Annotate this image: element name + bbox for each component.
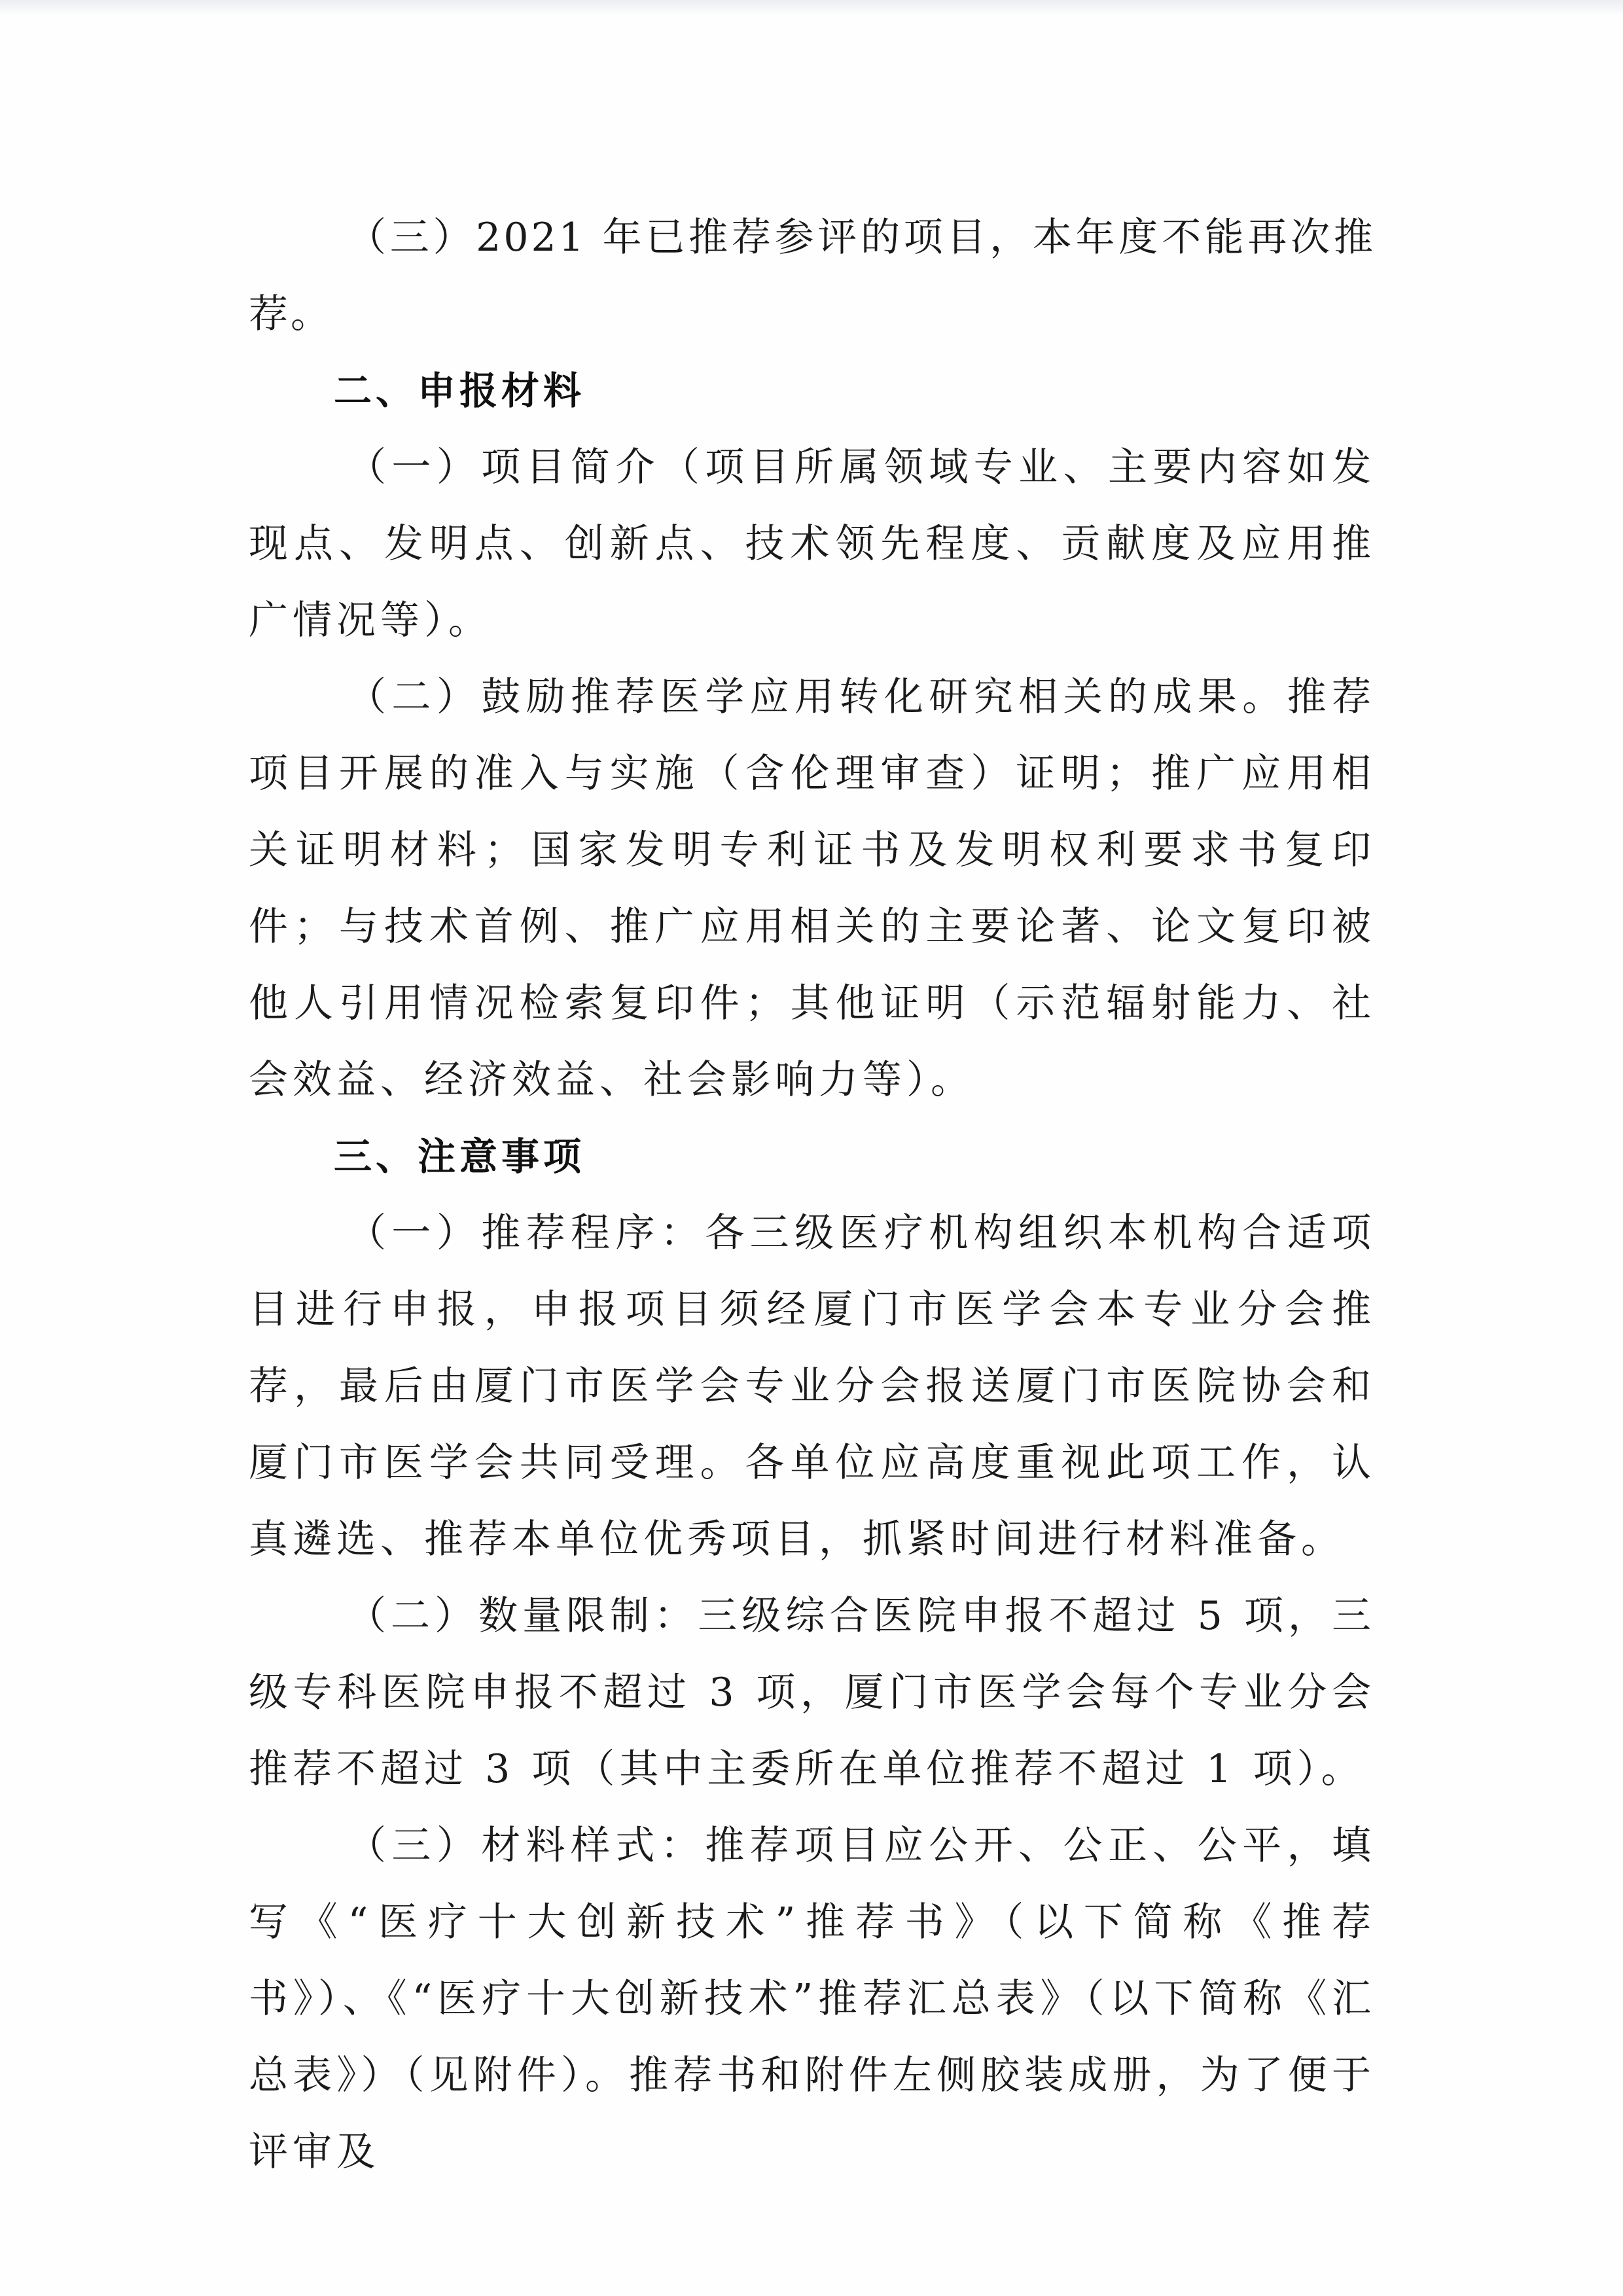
section-heading-notes: 三、注意事项: [334, 1134, 586, 1179]
paragraph-quantity-limit: （二）数量限制：三级综合医院申报不超过 5 项，三级专科医院申报不超过 3 项，厦门市医学会每个专业分会推荐不超过 3 项（其中主委所在单位推荐不超过 1 项）。: [249, 1593, 1376, 1792]
paragraph-material-format: （三）材料样式：推荐项目应公开、公正、公平，填写《“医疗十大创新技术”推荐书》（以下简称《推荐书》）、《“医疗十大创新技术”推荐汇总表》（以下简称《汇总表》）（见附件）。推荐书和附件左侧胶装成册，为了便于评审及: [249, 1823, 1376, 2175]
paragraph-recommendation-restriction: （三）2021 年已推荐参评的项目，本年度不能再次推荐。: [249, 215, 1376, 337]
paragraph-supporting-documents: （二）鼓励推荐医学应用转化研究相关的成果。推荐项目开展的准入与实施（含伦理审查）证明；推广应用相关证明材料；国家发明专利证书及发明权利要求书复印件；与技术首例、推广应用相关的主要论著、论文复印被他人引用情况检索复印件；其他证明（示范辐射能力、社会效益、经济效益、社会影响力等）。: [249, 674, 1376, 1103]
section-heading-application-materials: 二、申报材料: [334, 368, 586, 413]
document-body: [249, 200, 1376, 2191]
scan-edge-shadow: [0, 0, 1623, 16]
paragraph-project-summary: （一）项目简介（项目所属领域专业、主要内容如发现点、发明点、创新点、技术领先程度、贡献度及应用推广情况等）。: [249, 444, 1376, 643]
paragraph-recommendation-procedure: （一）推荐程序：各三级医疗机构组织本机构合适项目进行申报，申报项目须经厦门市医学会本专业分会推荐，最后由厦门市医学会专业分会报送厦门市医院协会和厦门市医学会共同受理。各单位应高度重视此项工作，认真遴选、推荐本单位优秀项目，抓紧时间进行材料准备。: [249, 1210, 1376, 1562]
